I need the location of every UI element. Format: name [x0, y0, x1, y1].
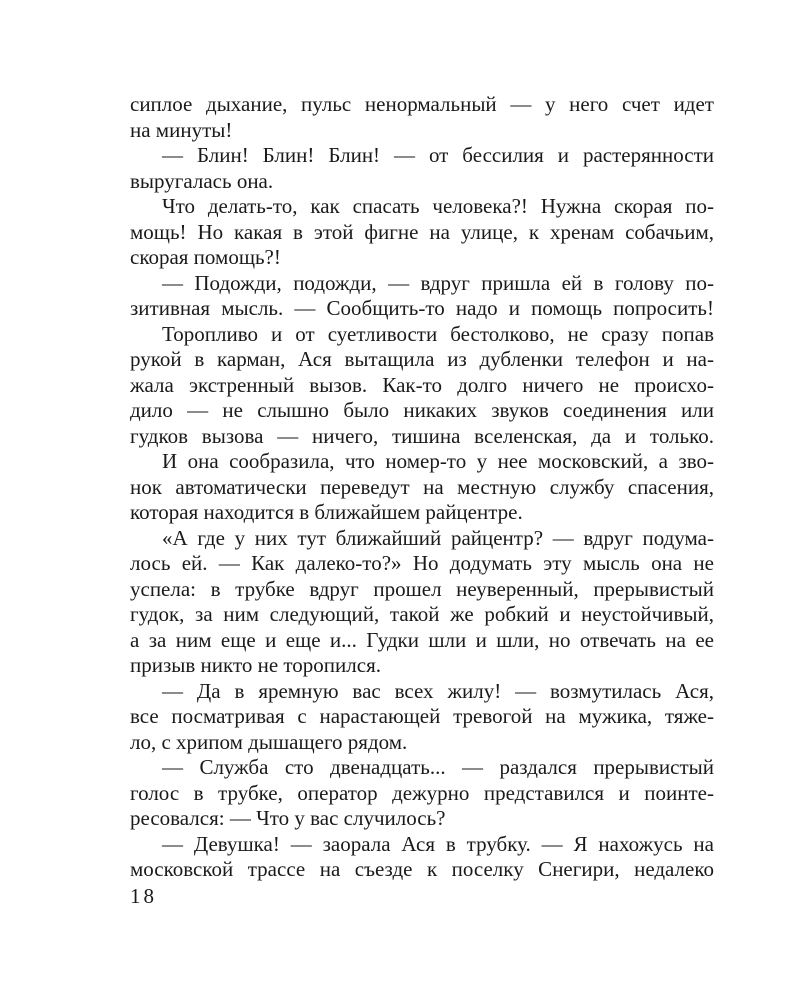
text-line: выругалась она. — [130, 168, 274, 193]
text-line: гудков вызова — ничего, тишина вселенская, да и только. — [130, 423, 714, 448]
text-line: — Служба сто двенадцать... — раздался прерывистый — [162, 755, 714, 779]
text-line: — Подожди, подожди, — вдруг пришла ей в голову по- — [162, 270, 714, 295]
text-line: которая находится в ближайшем райцентре. — [130, 500, 523, 524]
text-line: гудок, за ним следующий, такой же робкий и неустойчивый, — [130, 602, 714, 626]
text-line: ло, с хрипом дышащего рядом. — [130, 729, 408, 754]
text-line: все посматривая с нарастающей тревогой на мужика, тяже- — [130, 704, 714, 728]
page-number: 18 — [130, 884, 157, 908]
text-line: московской трассе на съезде к поселку Снегири, недалеко — [130, 857, 714, 881]
text-line: — Да в яремную вас всех жилу! — возмутилась Ася, — [162, 678, 714, 703]
text-line: призыв никто не торопился. — [130, 653, 381, 677]
text-line: дило — не слышно было никаких звуков соединения или — [130, 398, 714, 422]
text-line: мощь! Но какая в этой фигне на улице, к хренам собачьим, — [130, 219, 714, 244]
page-body — [130, 92, 714, 883]
text-line: на минуты! — [130, 117, 233, 142]
text-line: лось ей. — Как далеко-то?» Но додумать эту мысль она не — [130, 551, 714, 575]
text-line: зитивная мысль. — Сообщить-то надо и помощь попросить! — [130, 296, 714, 320]
text-line: — Девушка! — заорала Ася в трубку. — Я нахожусь на — [162, 831, 714, 856]
text-line: успела: в трубке вдруг прошел неуверенный, прерывистый — [130, 576, 714, 601]
text-line: — Блин! Блин! Блин! — от бессилия и растерянности — [162, 143, 714, 167]
text-line: Что делать-то, как спасать человека?! Нужна скорая по- — [162, 194, 714, 218]
text-line: И она сообразила, что номер-то у нее московский, а зво- — [162, 449, 714, 473]
text-line: Торопливо и от суетливости бестолково, не сразу попав — [162, 321, 714, 346]
text-line: жала экстренный вызов. Как-то долго ничего не происхо- — [130, 372, 714, 397]
text-line: а за ним еще и еще и... Гудки шли и шли, но отвечать на ее — [130, 627, 714, 652]
text-line: голос в трубке, оператор дежурно представился и поинте- — [130, 780, 714, 805]
text-line: скорая помощь?! — [130, 245, 281, 269]
text-line: сиплое дыхание, пульс ненормальный — у него счет идет — [130, 92, 714, 116]
text-line: нок автоматически переведут на местную службу спасения, — [130, 474, 714, 499]
text-line: рукой в карман, Ася вытащила из дубленки телефон и на- — [130, 347, 714, 371]
text-line: ресовался: — Что у вас случилось? — [130, 806, 446, 830]
text-line: «А где у них тут ближайший райцентр? — вдруг подума- — [162, 525, 714, 550]
